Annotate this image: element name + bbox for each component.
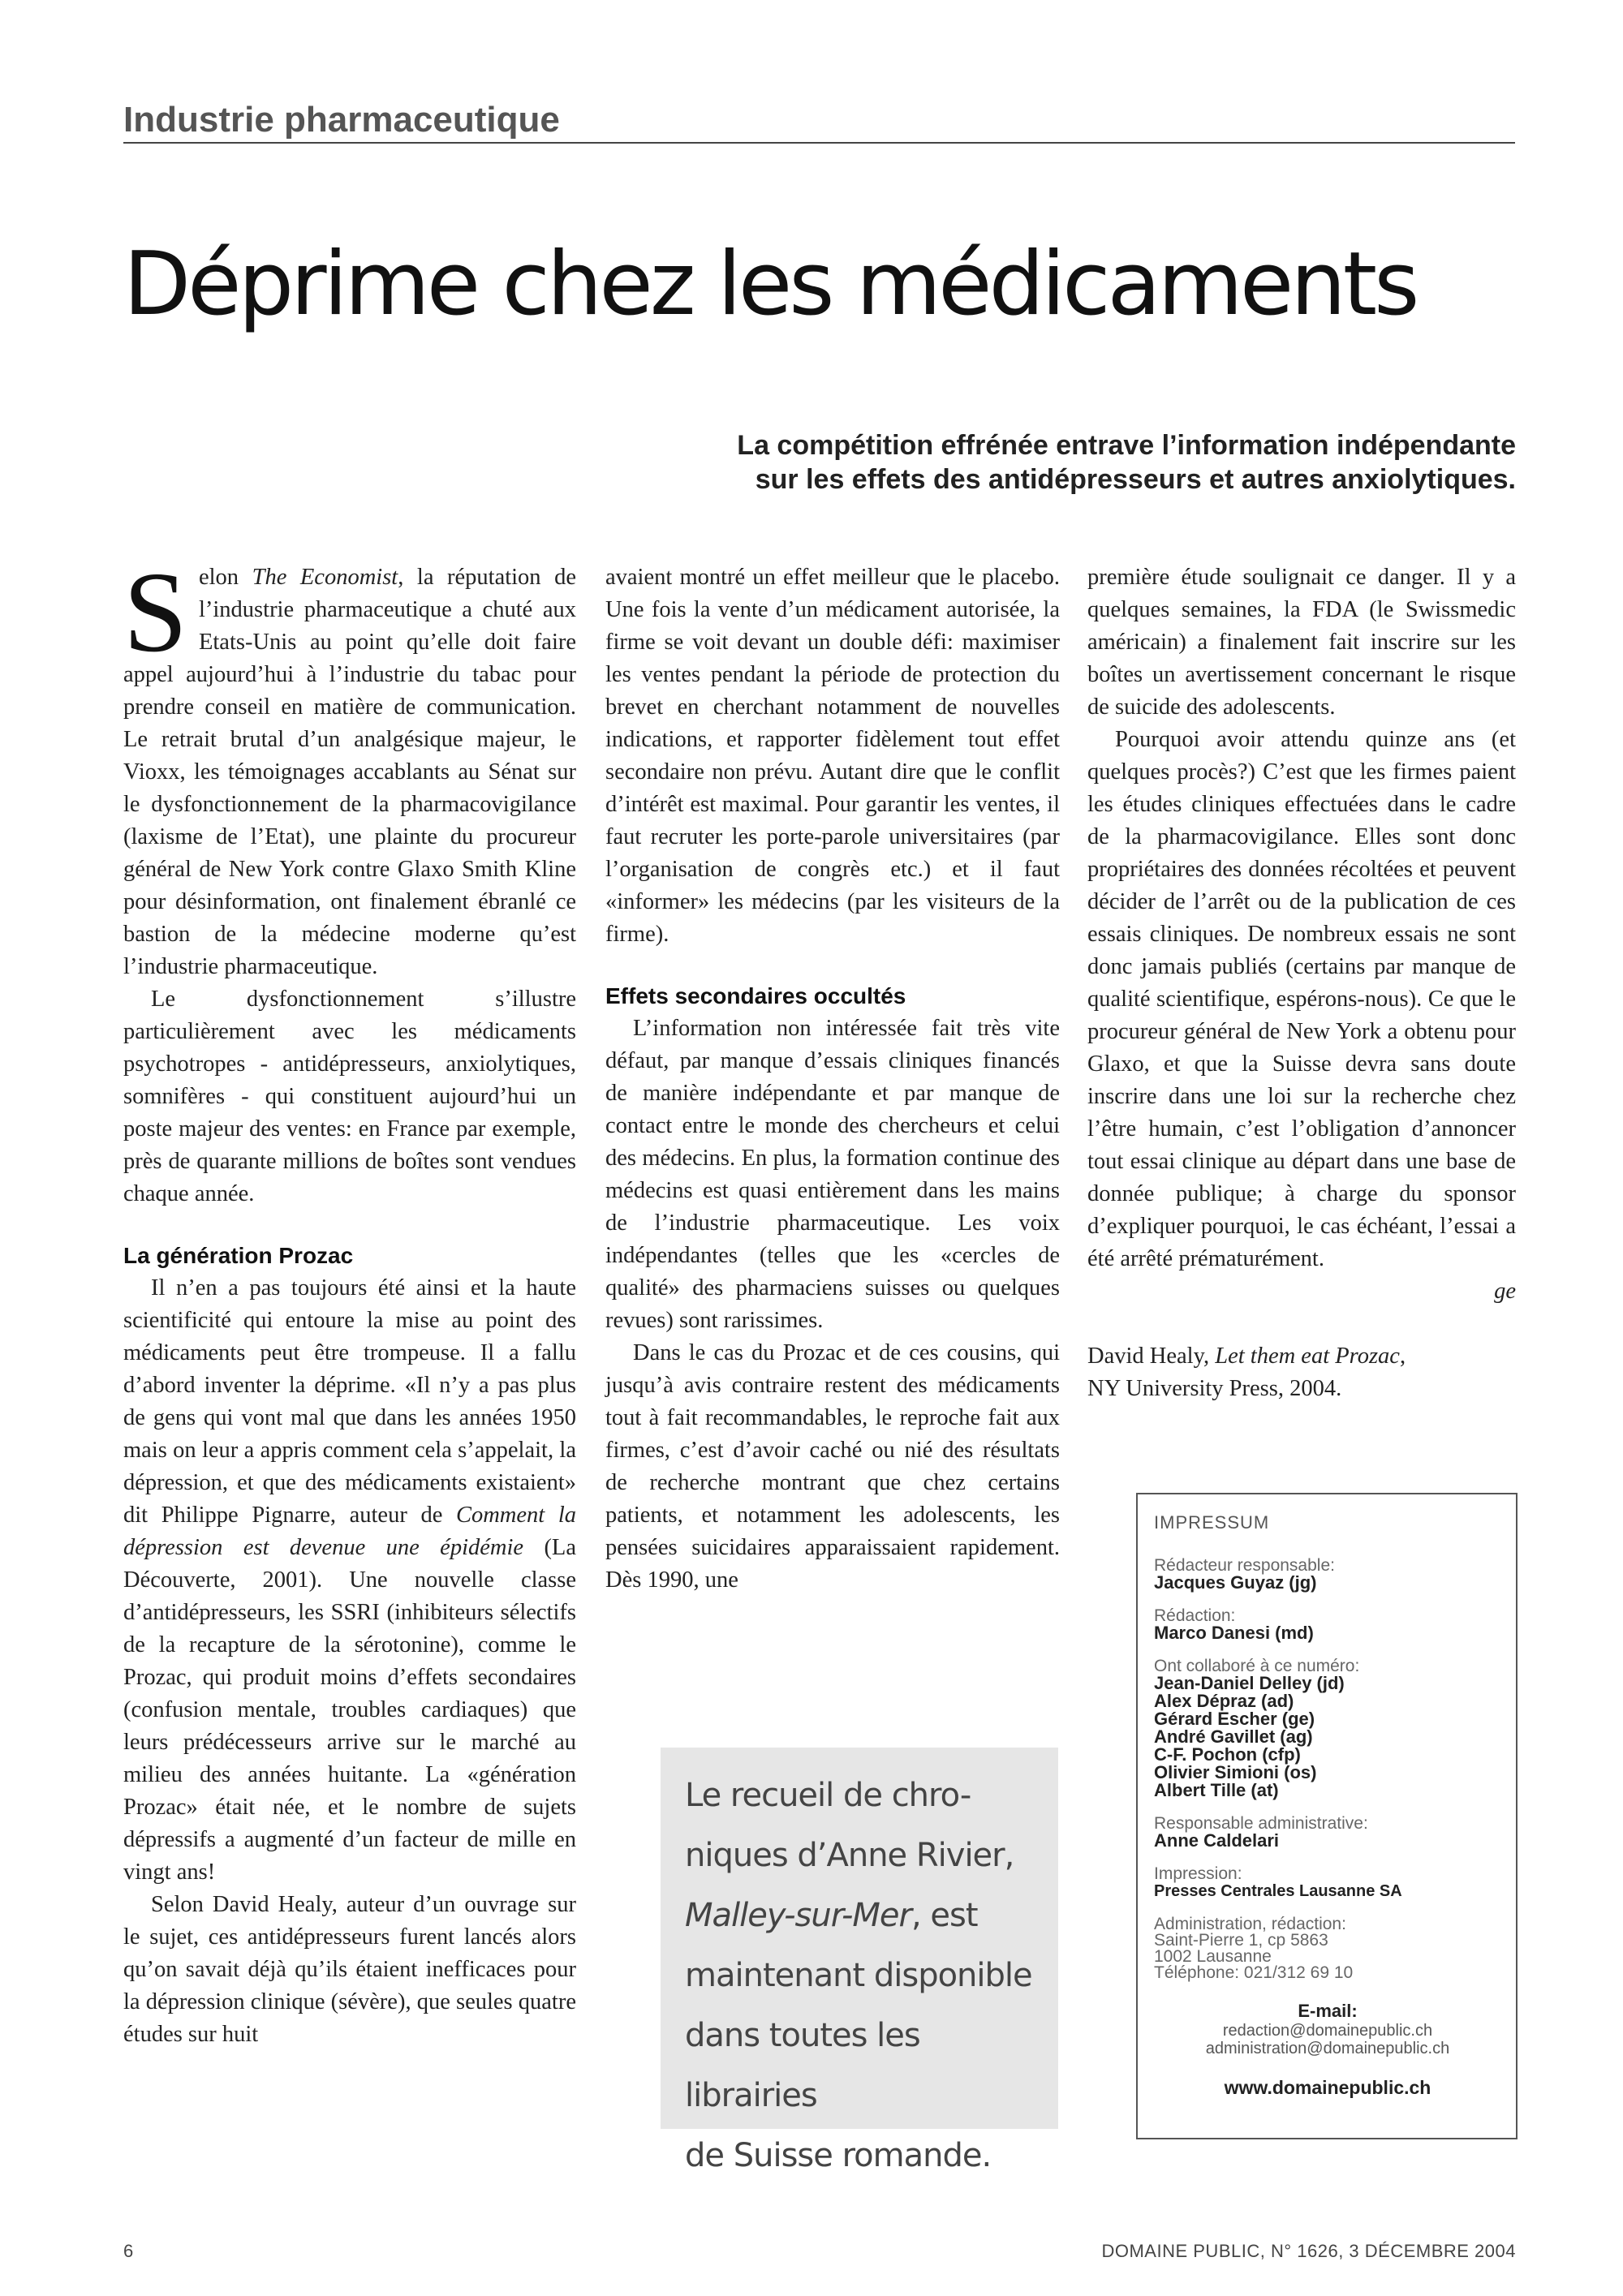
article-title: Déprime chez les médicaments [123, 234, 1417, 335]
email-link[interactable]: redaction@domainepublic.ch [1222, 2022, 1433, 2040]
admin-label: Responsable administrative: [1154, 1814, 1368, 1833]
paragraph-1: Selon The Economist, la réputation de l’industrie pharmaceutique a chuté aux Etats-Unis au point qu’elle doit faire appel aujourd’hui à l’industrie du tabac pour prendre conseil en matière de communication. Le retrait brutal d’un analgésique majeur, le Vioxx, les témoignages accablants au Sénat sur le dysfonctionnement de la pharmacovigilance (laxisme de l’Etat), une plainte du procureur général de New York contre Glaxo Smith Kline pour désinformation, ont finalement ébranlé ce bastion de la médecine moderne qu’est l’industrie pharmaceutique. [123, 548, 577, 979]
contributor: Jean-Daniel Delley (jd) [1154, 1673, 1345, 1693]
editor-label: Rédacteur responsable: [1154, 1556, 1335, 1575]
redaction-label: Rédaction: [1154, 1606, 1236, 1625]
paragraph-2: Le dysfonctionnement s’illustre particulièrement avec les médicaments psychotropes - antidépresseurs, anxiolytiques, somnifères - qui constituent aujourd’hui un poste majeur des ventes: en France par exemple, près de quarante millions de boîtes sont vendues chaque année. [123, 987, 576, 1206]
section-rubric: Industrie pharmaceutique [123, 100, 560, 140]
printer-name: Presses Centrales Lausanne SA [1154, 1882, 1402, 1900]
email-link[interactable]: administration@domainepublic.ch [1205, 2040, 1450, 2057]
article-column-2 [605, 561, 1060, 1597]
contributor: Alex Dépraz (ad) [1154, 1691, 1294, 1711]
paragraph-5: avaient montré un effet meilleur que le placebo. Une fois la vente d’un médicament autorisée, la firme se voit devant un double défi: maximiser les ventes pendant la période de protection du brevet en cherchant notamment de nouvelles indications, et rapporter fidèlement tout effet secondaire non prévu. Autant dire que le conflit d’intérêt est maximal. Pour garantir les ventes, il faut recruter les porte-parole universitaires (par l’organisation de congrès etc.) et il faut «informer» les médecins (par les visiteurs de la firme). [605, 565, 1060, 947]
advert-line: de Suisse romande. [685, 2137, 992, 2174]
redaction-name: Marco Danesi (md) [1154, 1623, 1314, 1643]
subtitle-line-1: La compétition effrénée entrave l’information indépendante [737, 430, 1516, 461]
paragraph-6: L’information non intéressée fait très vite défaut, par manque d’essais cliniques financés de manière indépendante et par manque de contact entre le monde des chercheurs et celui des médecins. En plus, la formation continue des médecins est quasi entièrement dans les mains de l’industrie pharmaceutique. Les voix indépendantes (telles que les «cercles de qualité» des pharmaciens suisses ou quelques revues) sont rarissimes. [605, 1016, 1060, 1333]
contributor: André Gavillet (ag) [1154, 1726, 1313, 1747]
contributor: Gérard Escher (ge) [1154, 1709, 1315, 1729]
advert-line: dans toutes les librairies [685, 2017, 920, 2114]
print-label: Impression: [1154, 1864, 1242, 1883]
address-city: 1002 Lausanne [1154, 1947, 1272, 1966]
author-signature: ge [1494, 1279, 1516, 1304]
admin-name: Anne Caldelari [1154, 1830, 1280, 1851]
book-advert-box [661, 1748, 1058, 2174]
subheading-effets: Effets secondaires occultés [605, 983, 906, 1008]
impressum-box [1136, 1493, 1518, 2139]
article-subtitle [487, 428, 1516, 497]
advert-line: Malley-sur-Mer, est [685, 1897, 978, 1934]
paragraph-7: Dans le cas du Prozac et de ces cousins, qui jusqu’à avis contraire restent des médicaments tout à fait recommandables, le reproche fait aux firmes, c’est d’avoir caché ou nié des résultats de recherche montrant que chez certains patients, et notamment les adolescents, les pensées suicidaires apparaissaient rapidement. Dès 1990, une [605, 1340, 1060, 1593]
rubric-rule [123, 142, 1515, 144]
contributors-list [1154, 1675, 1501, 1799]
contributor: Albert Tille (at) [1154, 1780, 1279, 1800]
contributors-label: Ont collaboré à ce numéro: [1154, 1657, 1360, 1675]
advert-line: Le recueil de chro- [685, 1777, 971, 1814]
address-label: Administration, rédaction: [1154, 1915, 1346, 1933]
paragraph-3: Il n’en a pas toujours été ainsi et la haute scientificité qui entoure la mise au point des médicaments peut être trompeuse. Il a fallu d’abord inventer la déprime. «Il n’y a pas plus de gens qui vont mal que dans les années 1950 mais on leur a appris comment cela s’appelait, la dépression, et que des médicaments existaient» dit Philippe Pignarre, auteur de Comment la dépression est devenue une épidémie (La Découverte, 2001). Une nouvelle classe d’antidépresseurs, les SSRI (inhibiteurs sélectifs de la recapture de la sérotonine), comme le Prozac, qui produit moins d’effets secondaires (confusion mentale, troubles cardiaques) que leurs prédécesseurs arrive sur le marché au milieu des années huitante. La «génération Prozac» était née, et le nombre de sujets dépressifs a augmenté d’un facteur de mille en vingt ans! [123, 1275, 576, 1885]
advert-line: niques d’Anne Rivier, [685, 1837, 1014, 1874]
advert-line: maintenant disponible [685, 1957, 1032, 1994]
book-reference: David Healy, Let them eat Prozac, NY University Press, 2004. [1087, 1344, 1406, 1401]
drop-cap: S [123, 548, 187, 676]
contributor: Olivier Simioni (os) [1154, 1762, 1317, 1782]
website-link[interactable]: www.domainepublic.ch [1224, 2077, 1431, 2098]
email-label: E-mail: [1298, 2001, 1358, 2021]
paragraph-8: première étude soulignait ce danger. Il y a quelques semaines, la FDA (le Swissmedic américain) a finalement fait inscrire sur les boîtes un avertissement concernant le risque de suicide des adolescents. [1087, 565, 1516, 720]
impressum-heading: IMPRESSUM [1154, 1512, 1270, 1533]
address-street: Saint-Pierre 1, cp 5863 [1154, 1931, 1328, 1950]
page-number: 6 [123, 2241, 134, 2261]
paragraph-9: Pourquoi avoir attendu quinze ans (et quelques procès?) C’est que les firmes paient les études cliniques effectuées dans le cadre de la pharmacovigilance. Elles sont donc propriétaires des données récoltées et peuvent décider de l’arrêt ou de la publication de ces essais cliniques. De nombreux essais ne sont donc jamais publiés (certains par manque de qualité scientifique, espérons-nous). Ce que le procureur général de New York a obtenu pour Glaxo, et que la Suisse devra sans doute inscrire dans une loi sur la recherche chez l’être humain, c’est l’obligation d’annoncer tout essai clinique au départ dans une base de donnée publique; à charge du sponsor d’expliquer pourquoi, le cas échéant, l’essai a été arrêté prématurément. [1087, 727, 1516, 1271]
contributor: C-F. Pochon (cfp) [1154, 1744, 1301, 1765]
subtitle-line-2: sur les effets des antidépresseurs et autres anxiolytiques. [755, 464, 1516, 495]
article-column-3 [1087, 561, 1516, 1405]
issue-info: DOMAINE PUBLIC, N° 1626, 3 DÉCEMBRE 2004 [1101, 2241, 1516, 2261]
phone-number: Téléphone: 021/312 69 10 [1154, 1963, 1354, 1982]
editor-name: Jacques Guyaz (jg) [1154, 1572, 1317, 1593]
paragraph-4: Selon David Healy, auteur d’un ouvrage sur le sujet, ces antidépresseurs furent lancés alors qu’on savait déjà qu’ils étaient inefficaces pour la dépression clinique (sévère), que seules quatre études sur huit [123, 1892, 576, 2047]
subheading-prozac: La génération Prozac [123, 1243, 354, 1268]
article-column-1 [123, 548, 577, 2051]
